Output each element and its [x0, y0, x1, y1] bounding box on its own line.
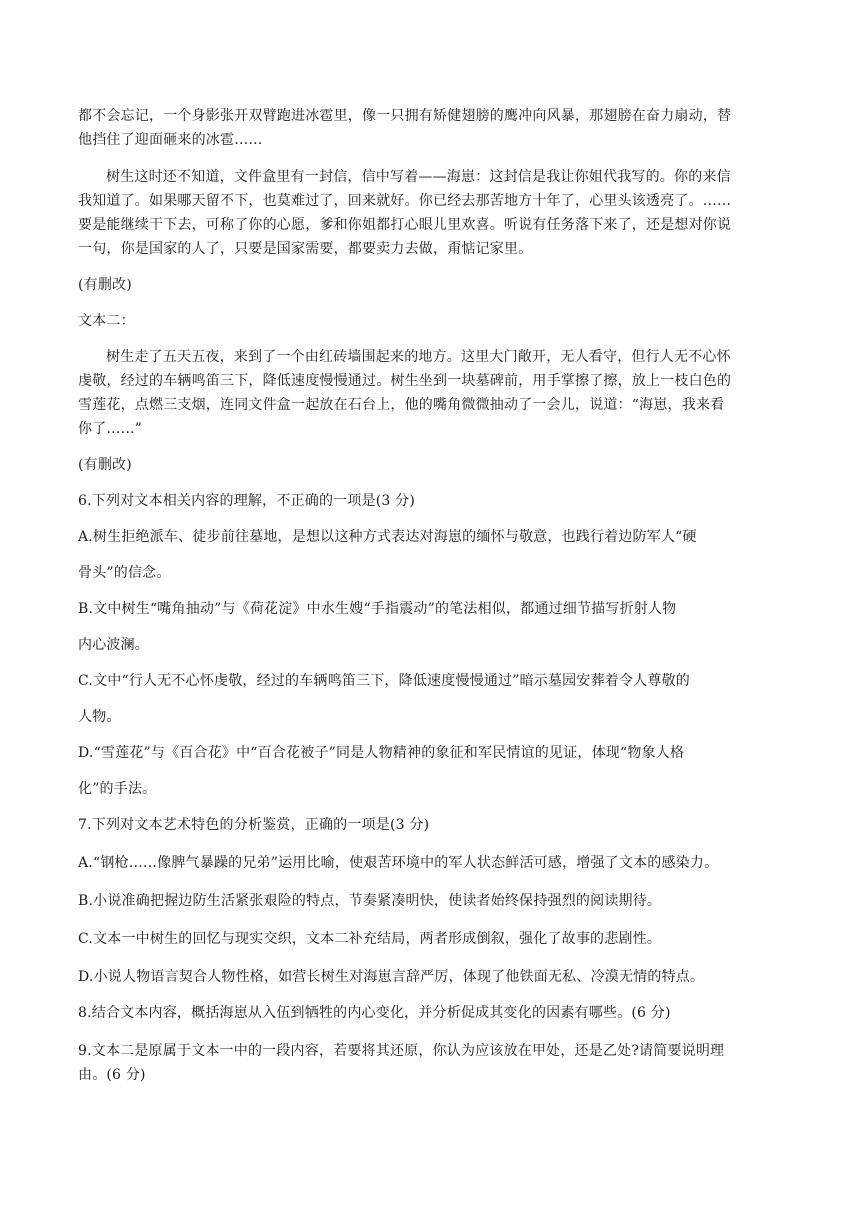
edit-note: (有删改) — [78, 277, 132, 293]
text-line: 我知道了。如果哪天留不下，也莫难过了，回来就好。你已经去那苦地方十年了，心里头该透亮了。…… — [78, 193, 732, 209]
text-line: 雪莲花，点燃三支烟，连同文件盒一起放在石台上，他的嘴角微微抽动了一会儿，说道：“海崽，我来看 — [78, 397, 725, 413]
text-line: 树生这时还不知道，文件盒里有一封信，信中写着——海崽：这封信是我让你姐代我写的。你的来信 — [106, 169, 731, 185]
option-d: D.“雪莲花”与《百合花》中“百合花被子”同是人物精神的象征和军民情谊的见证，体现“物象人格 — [78, 745, 685, 761]
option-b: B.小说准确把握边防生活紧张艰险的特点，节奏紧凑明快，使读者始终保持强烈的阅读期待。 — [78, 893, 662, 909]
option-c-cont: 人物。 — [78, 709, 121, 725]
section-heading: 文本二： — [78, 313, 135, 329]
option-c: C.文本一中树生的回忆与现实交织，文本二补充结局，两者形成倒叙，强化了故事的悲剧性。 — [78, 931, 662, 947]
option-b: B.文中树生“嘴角抽动”与《荷花淀》中水生嫂“手指震动”的笔法相似，都通过细节描写折射人物 — [78, 601, 677, 617]
text-line: 树生走了五天五夜，来到了一个由红砖墙围起来的地方。这里大门敞开，无人看守，但行人无不心怀 — [106, 349, 731, 365]
option-a: A.“钢枪……像脾气暴躁的兄弟”运用比喻，使艰苦环境中的军人状态鲜活可感，增强了文本的感染力。 — [78, 855, 719, 871]
option-c: C.文中“行人无不心怀虔敬，经过的车辆鸣笛三下，降低速度慢慢通过”暗示墓园安葬着令人尊敬的 — [78, 673, 690, 689]
text-line: 一句，你是国家的人了，只要是国家需要，都要卖力去做，甭惦记家里。 — [78, 241, 533, 257]
question-stem: 7.下列对文本艺术特色的分析鉴赏，正确的一项是(3 分) — [78, 817, 430, 833]
question-stem: 6.下列对文本相关内容的理解，不正确的一项是(3 分) — [78, 493, 416, 509]
question-9-cont: 由。(6 分) — [78, 1067, 146, 1083]
question-8: 8.结合文本内容，概括海崽从入伍到牺牲的内心变化，并分析促成其变化的因素有哪些。(6 分) — [78, 1005, 671, 1021]
option-b-cont: 内心波澜。 — [78, 637, 149, 653]
option-d-cont: 化”的手法。 — [78, 781, 157, 797]
text-line: 他挡住了迎面砸来的冰雹…… — [78, 132, 263, 148]
edit-note: (有删改) — [78, 457, 132, 473]
text-line: 要是能继续干下去，可称了你的心愿，爹和你姐都打心眼儿里欢喜。听说有任务落下来了，还是想对你说 — [78, 217, 732, 233]
option-a-cont: 骨头”的信念。 — [78, 565, 171, 581]
question-9: 9.文本二是原属于文本一中的一段内容，若要将其还原，你认为应该放在甲处，还是乙处?请简要说明理 — [78, 1043, 725, 1059]
text-line: 都不会忘记，一个身影张开双臂跑进冰雹里，像一只拥有矫健翅膀的鹰冲向风暴，那翅膀在奋力扇动，替 — [78, 108, 732, 124]
text-line: 虔敬，经过的车辆鸣笛三下，降低速度慢慢通过。树生坐到一块墓碑前，用手掌擦了擦，放上一枝白色的 — [78, 373, 732, 389]
option-d: D.小说人物语言契合人物性格，如营长树生对海崽言辞严厉，体现了他铁面无私、冷漠无情的特点。 — [78, 969, 705, 985]
text-line: 你了……” — [78, 421, 143, 437]
option-a: A.树生拒绝派车、徒步前往墓地，是想以这种方式表达对海崽的缅怀与敬意，也践行着边防军人“硬 — [78, 529, 697, 545]
